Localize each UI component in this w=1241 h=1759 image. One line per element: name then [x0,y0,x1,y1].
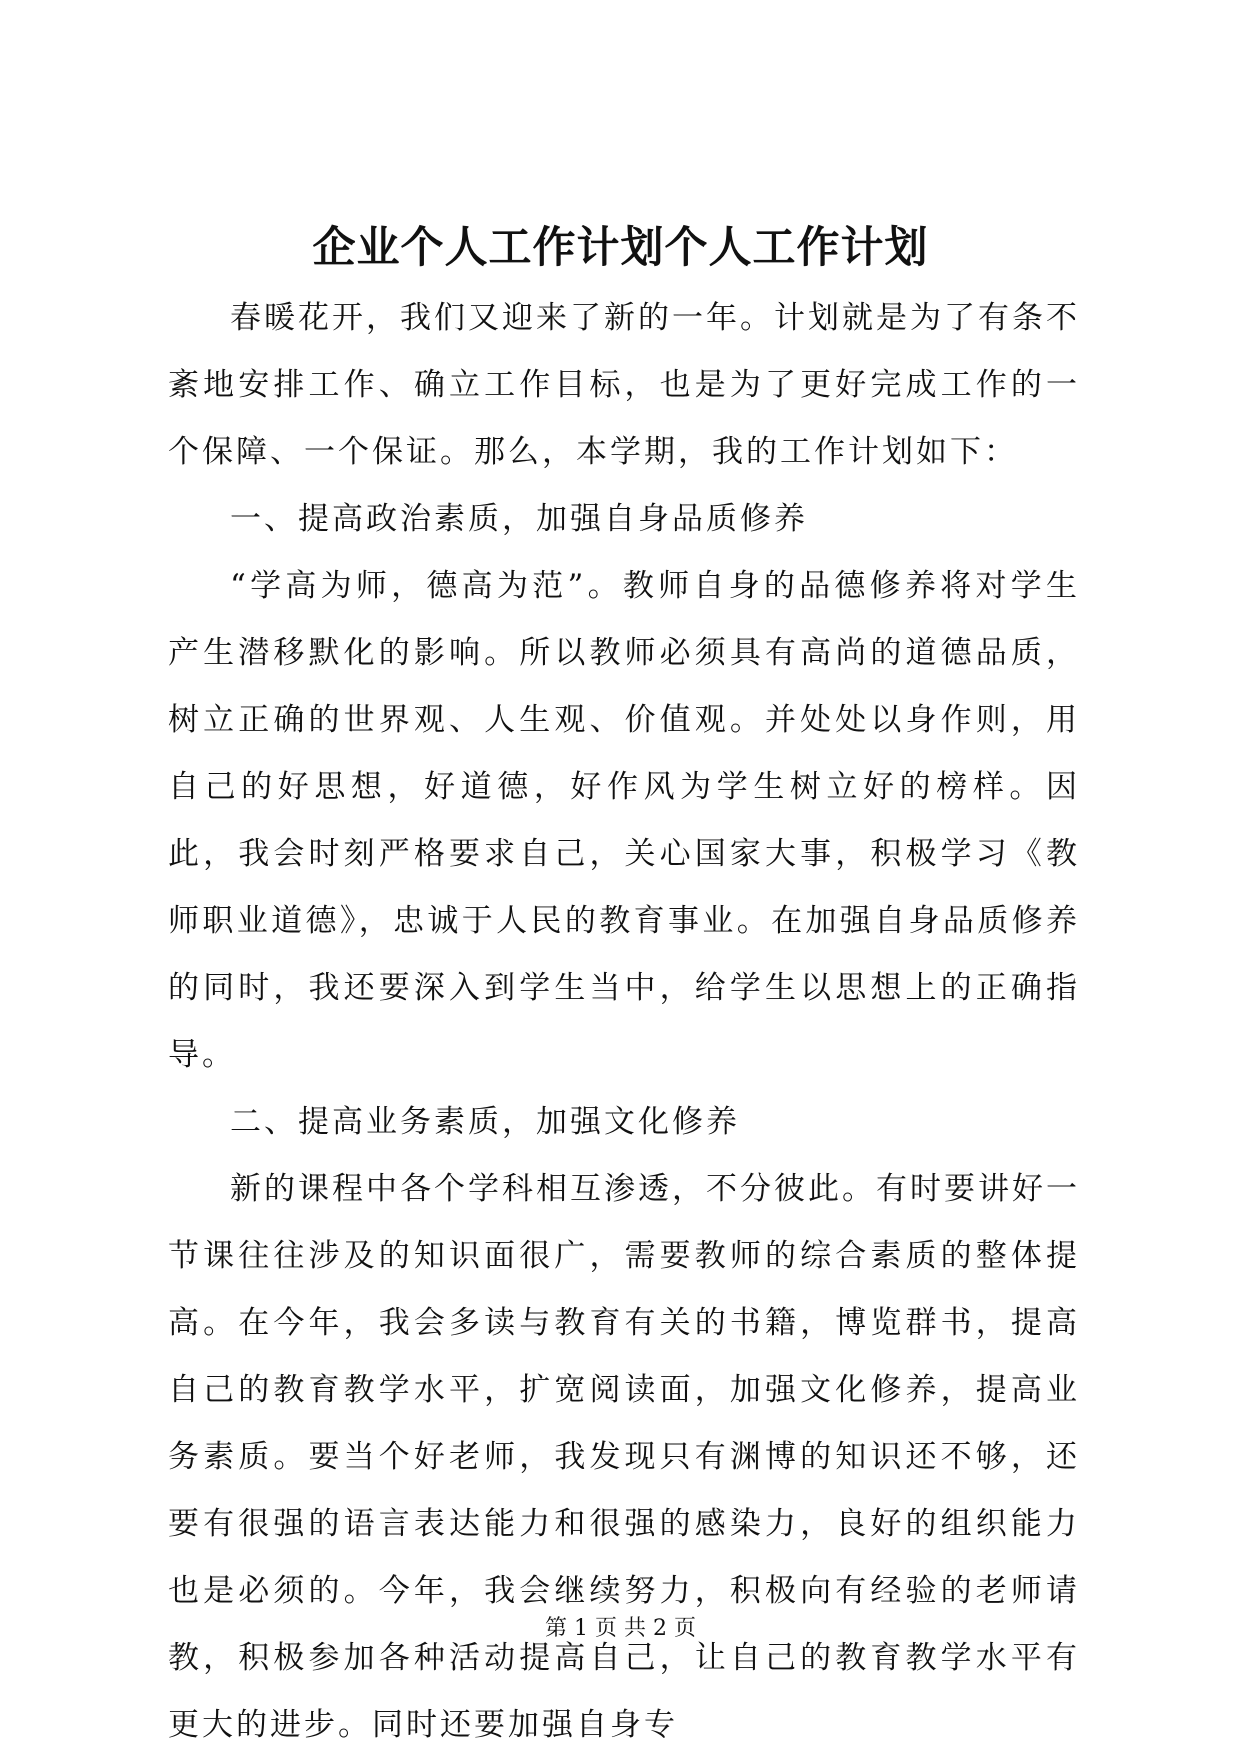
page-footer: 第 1 页 共 2 页 [545,1616,696,1641]
section-heading-1: 一、提高政治素质，加强自身品质修养 [230,501,808,537]
paragraph-section-2: 新的课程中各个学科相互渗透，不分彼此。有时要讲好一节课往往涉及的知识面很广，需要教师的综合素质的整体提高。在今年，我会多读与教育有关的书籍，博览群书，提高自己的教育教学水平，扩宽阅读面，加强文化修养，提高业务素质。要当个好老师，我发现只有渊博的知识还不够，还要有很强的语言表达能力和很强的感染力，良好的组织能力也是必须的。今年，我会继续努力，积极向有经验的老师请教，积极参加各种活动提高自己，让自己的教育教学水平有更大的进步。同时还要加强自身专 [168,1171,1080,1743]
section-heading-2: 二、提高业务素质，加强文化修养 [230,1104,740,1140]
paragraph-section-1: “学高为师，德高为范”。教师自身的品德修养将对学生产生潜移默化的影响。所以教师必须具有高尚的道德品质，树立正确的世界观、人生观、价值观。并处处以身作则，用自己的好思想，好道德，好作风为学生树立好的榜样。因此，我会时刻严格要求自己，关心国家大事，积极学习《教师职业道德》，忠诚于人民的教育事业。在加强自身品质修养的同时，我还要深入到学生当中，给学生以思想上的正确指导。 [168,568,1080,1073]
document-title: 企业个人工作计划个人工作计划 [312,223,929,273]
document-body [168,285,1080,1759]
paragraph-intro: 春暖花开，我们又迎来了新的一年。计划就是为了有条不紊地安排工作、确立工作目标，也是为了更好完成工作的一个保障、一个保证。那么，本学期，我的工作计划如下： [168,300,1080,470]
